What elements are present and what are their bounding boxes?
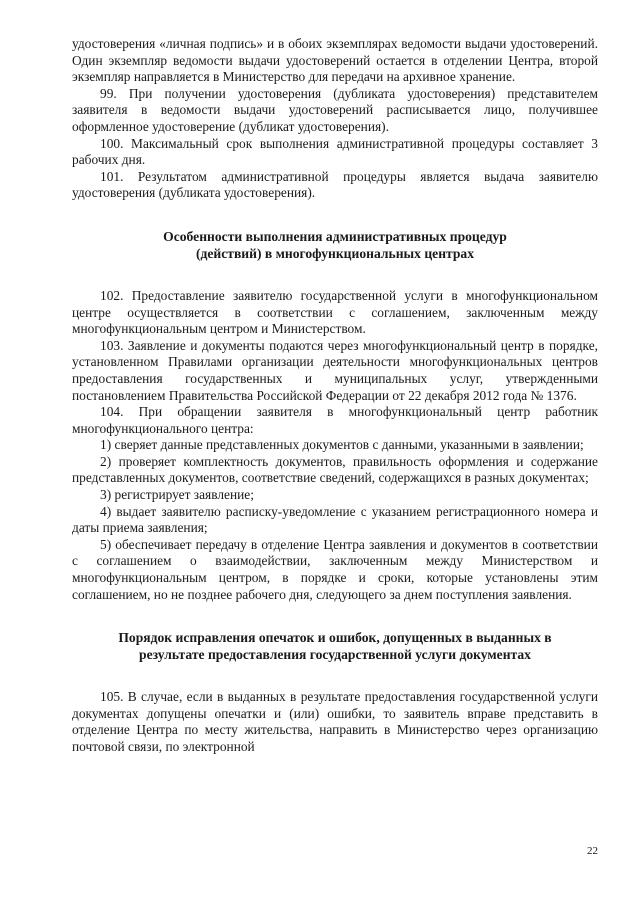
section-heading-corrections [72,629,598,663]
list-item-1: 1) сверяет данные представленных документов с данными, указанными в заявлении; [100,437,584,453]
list-item-5: 5) обеспечивает передачу в отделение Центра заявления и документов в соответствии с соглашением о взаимодействии, заключенным между Министерством и многофункциональным центром, в порядке и сроки, которые установлены этим соглашением, но не позднее рабочего дня, следующего за днем поступления заявления. [72,536,598,602]
paragraph-continuation: удостоверения «личная подпись» и в обоих экземплярах ведомости выдачи удостоверений. Один экземпляр ведомости выдачи удостоверений остается в отделении Центра, второй экземпляр направляется в Министерство для передачи на архивное хранение. [72,36,598,85]
paragraph-102: 102. Предоставление заявителю государственной услуги в многофункциональном центре осуществляется в соответствии с соглашением, заключенным между многофункциональным центром и Министерством. [72,287,598,337]
list-item-2: 2) проверяет комплектность документов, правильность оформления и содержание представленных документов, соответствие сведений, содержащихся в разных документах; [72,453,598,486]
section-top [72,36,598,202]
paragraph-105: 105. В случае, если в выданных в результате предоставления государственной услуги документах допущены опечатки и (или) ошибки, то заявитель вправе представить в отделение Центра по месту жительства, направить в Министерство через организацию почтовой связи, по электронной [72,689,598,754]
heading-line: Особенности выполнения административных процедур [163,228,507,244]
heading-line: (действий) в многофункциональных центрах [195,245,475,261]
paragraph-104: 104. При обращении заявителя в многофункциональный центр работник многофункционального центра: [72,404,598,436]
list-item-4: 4) выдает заявителю расписку-уведомление с указанием регистрационного номера и даты приема заявления; [72,503,598,536]
section-mfc [72,288,598,603]
paragraph-101: 101. Результатом административной процедуры является выдача заявителю удостоверения (дубликата удостоверения). [72,168,598,201]
heading-line: Порядок исправления опечаток и ошибок, допущенных в выданных в [118,630,552,646]
list-item-3: 3) регистрирует заявление; [100,487,254,503]
paragraph-103: 103. Заявление и документы подаются через многофункциональный центр в порядке, установленном Правилами организации деятельности многофункциональных центров предоставления государственных и муниципальных услуг, утвержденными постановлением Правительства Российской Федерации от 22 декабря 2012 года № 1376. [72,337,598,403]
paragraph-100: 100. Максимальный срок выполнения административной процедуры составляет 3 рабочих дня. [72,135,598,168]
section-corrections [72,689,598,755]
section-heading-mfc [72,228,598,262]
paragraph-99: 99. При получении удостоверения (дубликата удостоверения) представителем заявителя в ведомости выдачи удостоверений расписывается лицо, получившее оформленное удостоверение (дубликат удостоверения). [72,85,598,134]
heading-line: результате предоставления государственной услуги документах [139,647,531,663]
page-number: 22 [587,845,598,857]
